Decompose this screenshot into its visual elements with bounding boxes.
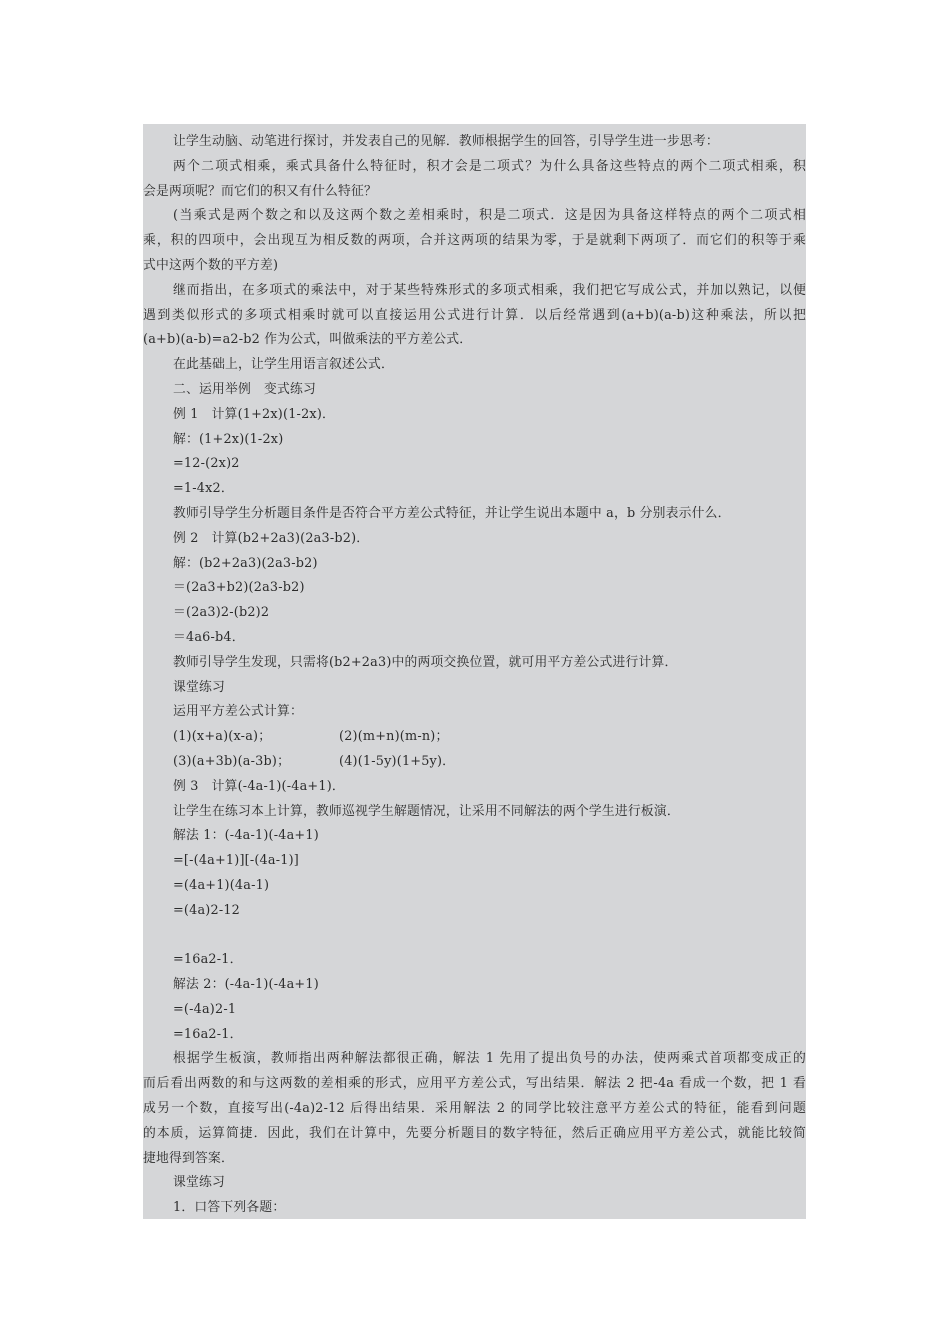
paragraph-line: 教师引导学生分析题目条件是否符合平方差公式特征，并让学生说出本题中 a，b 分别表示什么．	[173, 505, 731, 521]
math-line: =[-(4a+1)][-(4a-1)]	[173, 853, 299, 869]
math-line: =(4a+1)(4a-1)	[173, 877, 270, 893]
example-title: 例 3 计算(-4a-1)(-4a+1)．	[173, 778, 345, 794]
paragraph-line: 根据学生板演，教师指出两种解法都很正确，解法 1 先用了提出负号的办法，使两乘式首项都变成正的	[173, 1051, 806, 1067]
exercise-item: (1)(x+a)(x-a)；	[173, 729, 272, 745]
math-line: =16a2-1．	[173, 1026, 243, 1042]
paragraph-line: 遇到类似形式的多项式相乘时就可以直接运用公式进行计算．以后经常遇到(a+b)(a-b)这种乘法，所以把	[143, 307, 806, 323]
paragraph-line: 的本质，运算简捷．因此，我们在计算中，先要分析题目的数字特征，然后正确应用平方差公式，就能比较简	[143, 1125, 806, 1141]
blank-line	[143, 924, 806, 949]
paragraph-line: 式中这两个数的平方差)	[143, 257, 279, 273]
section-heading: 课堂练习	[173, 679, 225, 695]
math-line: ＝(2a3+b2)(2a3-b2)	[173, 580, 305, 596]
exercise-row	[143, 725, 806, 750]
section-heading: 课堂练习	[173, 1175, 225, 1191]
paragraph-line: 在此基础上，让学生用语言叙述公式．	[173, 357, 394, 373]
exercise-row	[143, 750, 806, 775]
math-line: =16a2-1．	[173, 952, 243, 968]
section-heading: 二、运用举例 变式练习	[173, 381, 316, 397]
paragraph-line: 两个二项式相乘，乘式具备什么特征时，积才会是二项式？为什么具备这些特点的两个二项式相乘，积	[173, 158, 806, 174]
math-line: =(4a)2-12	[173, 902, 241, 918]
paragraph-line: 1．口答下列各题：	[173, 1200, 286, 1216]
example-title: 例 1 计算(1+2x)(1-2x)．	[173, 406, 336, 422]
math-line: 解法 1：(-4a-1)(-4a+1)	[173, 828, 319, 844]
exercise-item: (4)(1-5y)(1+5y)．	[339, 753, 456, 769]
paragraph-line: 让学生动脑、动笔进行探讨，并发表自己的见解．教师根据学生的回答，引导学生进一步思考：	[173, 134, 719, 149]
lesson-text-block	[143, 124, 806, 1219]
math-line: 解：(1+2x)(1-2x)	[173, 431, 284, 447]
paragraph-line: 继而指出，在多项式的乘法中，对于某些特殊形式的多项式相乘，我们把它写成公式，并加以熟记，以便	[173, 282, 806, 298]
math-line: 解：(b2+2a3)(2a3-b2)	[173, 555, 318, 571]
math-line: =1-4x2．	[173, 481, 234, 497]
math-line: ＝4a6-b4．	[173, 629, 245, 645]
paragraph-line: (当乘式是两个数之和以及这两个数之差相乘时，积是二项式．这是因为具备这样特点的两个二项式相	[173, 208, 806, 224]
math-line: 解法 2：(-4a-1)(-4a+1)	[173, 977, 319, 993]
paragraph-line: 成另一个数，直接写出(-4a)2-12 后得出结果．采用解法 2 的同学比较注意平方差公式的特征，能看到问题	[143, 1101, 806, 1117]
math-line: =12-(2x)2	[173, 456, 240, 472]
paragraph-line: 让学生在练习本上计算，教师巡视学生解题情况，让采用不同解法的两个学生进行板演．	[173, 803, 680, 819]
exercise-item: (2)(m+n)(m-n)；	[339, 729, 449, 745]
paragraph-line: 而后看出两数的和与这两数的差相乘的形式，应用平方差公式，写出结果．解法 2 把-4a 看成一个数，把 1 看	[143, 1076, 806, 1092]
paragraph-line: 会是两项呢？而它们的积又有什么特征？	[143, 183, 377, 199]
math-line: ＝(2a3)2-(b2)2	[173, 605, 270, 621]
math-line: =(-4a)2-1	[173, 1001, 237, 1017]
paragraph-line: 教师引导学生发现，只需将(b2+2a3)中的两项交换位置，就可用平方差公式进行计算．	[173, 654, 678, 670]
example-title: 例 2 计算(b2+2a3)(2a3-b2)．	[173, 530, 370, 546]
paragraph-line: 捷地得到答案．	[143, 1150, 234, 1166]
paragraph-line: 乘，积的四项中，会出现互为相反数的两项，合并这两项的结果为零，于是就剩下两项了．而它们的积等于乘	[143, 233, 806, 249]
exercise-item: (3)(a+3b)(a-3b)；	[173, 753, 291, 769]
paragraph-line: (a+b)(a-b)=a2-b2 作为公式，叫做乘法的平方差公式．	[143, 332, 473, 348]
paragraph-line: 运用平方差公式计算：	[173, 704, 303, 720]
